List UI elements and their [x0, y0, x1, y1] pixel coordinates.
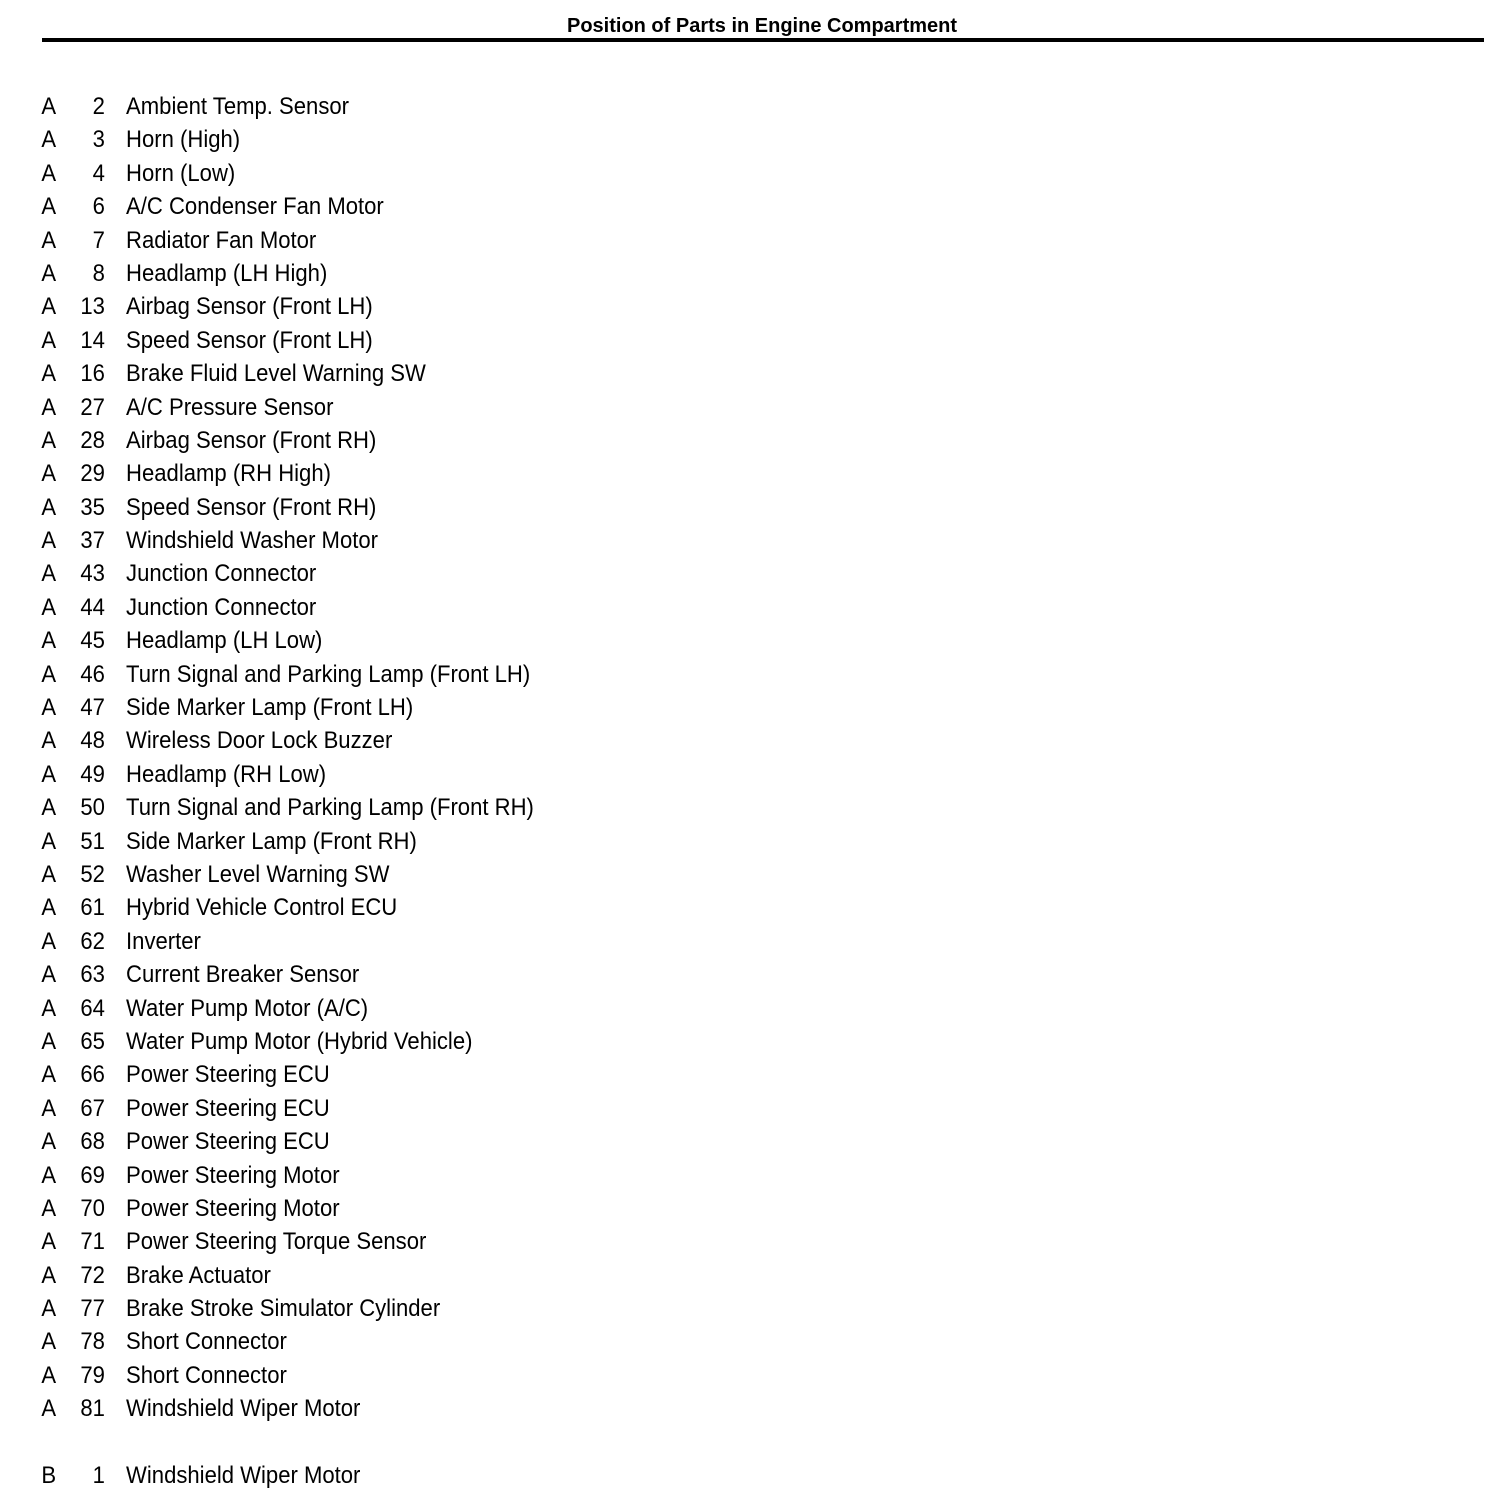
parts-row	[0, 1092, 644, 1125]
parts-row	[0, 758, 644, 791]
connector-group-letter: A	[41, 1194, 57, 1222]
connector-number: 2	[92, 93, 105, 120]
part-name: Water Pump Motor (Hybrid Vehicle)	[126, 1027, 473, 1055]
connector-number: 63	[80, 961, 105, 989]
connector-group-letter: A	[41, 527, 57, 555]
connector-group-letter: A	[41, 961, 57, 989]
connector-number: 47	[80, 694, 105, 722]
connector-group-letter: A	[41, 694, 57, 722]
parts-row	[0, 958, 644, 991]
part-name: Turn Signal and Parking Lamp (Front LH)	[126, 660, 531, 688]
part-name: Turn Signal and Parking Lamp (Front RH)	[126, 794, 534, 822]
connector-number: 69	[80, 1161, 105, 1189]
parts-row	[0, 691, 644, 724]
connector-group-letter: A	[41, 660, 57, 688]
connector-group-letter: A	[41, 1261, 57, 1289]
parts-row	[0, 925, 644, 958]
parts-row	[0, 1292, 644, 1325]
part-name: Side Marker Lamp (Front RH)	[126, 827, 417, 855]
part-name: Water Pump Motor (A/C)	[126, 994, 369, 1022]
parts-row	[0, 1392, 644, 1425]
connector-group-letter: A	[41, 460, 57, 488]
connector-group-letter: A	[41, 193, 57, 221]
parts-row	[0, 557, 644, 590]
connector-group-letter: A	[41, 927, 57, 955]
connector-number: 65	[80, 1027, 105, 1055]
connector-group-letter: B	[41, 1462, 57, 1490]
parts-row	[0, 324, 644, 357]
part-name: Junction Connector	[126, 593, 317, 621]
part-name: Current Breaker Sensor	[126, 961, 360, 989]
connector-group-letter: A	[41, 259, 57, 287]
parts-row	[0, 1225, 644, 1258]
connector-group-letter: A	[41, 1228, 57, 1256]
parts-row	[0, 658, 644, 691]
connector-number: 27	[80, 393, 105, 421]
connector-number: 1	[92, 1462, 105, 1490]
part-name: A/C Condenser Fan Motor	[126, 193, 384, 221]
part-name: Windshield Washer Motor	[126, 527, 379, 555]
parts-row	[0, 1159, 644, 1192]
connector-number: 77	[80, 1295, 105, 1323]
title-divider	[42, 38, 1484, 42]
connector-group-letter: A	[41, 126, 57, 154]
connector-group-letter: A	[41, 1128, 57, 1156]
part-name: Side Marker Lamp (Front LH)	[126, 694, 414, 722]
connector-group-letter: A	[41, 593, 57, 621]
part-name: Power Steering Motor	[126, 1194, 340, 1222]
parts-row	[0, 424, 644, 457]
connector-number: 62	[80, 927, 105, 955]
connector-group-letter: A	[41, 1094, 57, 1122]
parts-row	[0, 891, 644, 924]
part-name: Power Steering Torque Sensor	[126, 1228, 427, 1256]
part-name: Radiator Fan Motor	[126, 226, 317, 254]
connector-group-letter: A	[41, 794, 57, 822]
connector-number: 49	[80, 760, 105, 788]
parts-row	[0, 624, 644, 657]
connector-number: 43	[80, 560, 105, 588]
connector-number: 61	[80, 894, 105, 922]
connector-number: 37	[80, 527, 105, 555]
parts-row	[0, 1459, 644, 1492]
part-name: Windshield Wiper Motor	[126, 1462, 361, 1490]
part-name: Speed Sensor (Front RH)	[126, 493, 377, 521]
part-name: Inverter	[126, 927, 201, 955]
connector-group-letter: A	[41, 93, 57, 120]
connector-number: 71	[80, 1228, 105, 1256]
connector-number: 79	[80, 1361, 105, 1389]
connector-number: 50	[80, 794, 105, 822]
group-separator	[0, 1426, 700, 1459]
part-name: Horn (High)	[126, 126, 241, 154]
connector-group-letter: A	[41, 326, 57, 354]
parts-row	[0, 825, 644, 858]
parts-row	[0, 290, 644, 323]
connector-number: 4	[92, 159, 105, 187]
connector-number: 66	[80, 1061, 105, 1089]
connector-group-letter: A	[41, 727, 57, 755]
part-name: Wireless Door Lock Buzzer	[126, 727, 393, 755]
part-name: Hybrid Vehicle Control ECU	[126, 894, 398, 922]
parts-row	[0, 157, 644, 190]
part-name: Brake Stroke Simulator Cylinder	[126, 1295, 441, 1323]
connector-number: 29	[80, 460, 105, 488]
connector-group-letter: A	[41, 1361, 57, 1389]
part-name: Power Steering ECU	[126, 1128, 330, 1156]
connector-number: 72	[80, 1261, 105, 1289]
connector-group-letter: A	[41, 1061, 57, 1089]
parts-row	[0, 491, 644, 524]
part-name: Headlamp (LH High)	[126, 259, 328, 287]
parts-row	[0, 1325, 644, 1358]
connector-group-letter: A	[41, 393, 57, 421]
part-name: Short Connector	[126, 1361, 287, 1389]
parts-row	[0, 524, 644, 557]
connector-number: 16	[80, 360, 105, 388]
part-name: Washer Level Warning SW	[126, 860, 390, 888]
part-name: A/C Pressure Sensor	[126, 393, 334, 421]
parts-row	[0, 90, 644, 123]
parts-row	[0, 1359, 644, 1392]
part-name: Power Steering ECU	[126, 1061, 330, 1089]
part-name: Junction Connector	[126, 560, 317, 588]
part-name: Airbag Sensor (Front RH)	[126, 426, 377, 454]
part-name: Horn (Low)	[126, 159, 236, 187]
connector-group-letter: A	[41, 1027, 57, 1055]
part-name: Short Connector	[126, 1328, 287, 1356]
parts-row	[0, 1259, 644, 1292]
part-name: Brake Fluid Level Warning SW	[126, 360, 426, 388]
parts-row	[0, 123, 644, 156]
parts-row	[0, 224, 644, 257]
parts-list	[0, 90, 700, 1492]
parts-row	[0, 257, 644, 290]
connector-group-letter: A	[41, 860, 57, 888]
part-name: Airbag Sensor (Front LH)	[126, 293, 373, 321]
connector-group-letter: A	[41, 426, 57, 454]
parts-row	[0, 1192, 644, 1225]
connector-group-letter: A	[41, 560, 57, 588]
connector-number: 44	[80, 593, 105, 621]
part-name: Brake Actuator	[126, 1261, 271, 1289]
parts-row	[0, 1125, 644, 1158]
connector-group-letter: A	[41, 827, 57, 855]
part-name: Headlamp (LH Low)	[126, 627, 323, 655]
connector-number: 70	[80, 1194, 105, 1222]
parts-row	[0, 858, 644, 891]
connector-number: 35	[80, 493, 105, 521]
connector-group-letter: A	[41, 159, 57, 187]
connector-number: 78	[80, 1328, 105, 1356]
connector-number: 45	[80, 627, 105, 655]
parts-row	[0, 391, 644, 424]
connector-group-letter: A	[41, 1295, 57, 1323]
connector-number: 6	[92, 193, 105, 221]
connector-number: 48	[80, 727, 105, 755]
parts-row	[0, 1058, 644, 1091]
connector-number: 52	[80, 860, 105, 888]
connector-number: 67	[80, 1094, 105, 1122]
parts-row	[0, 1025, 644, 1058]
page-title: Position of Parts in Engine Compartment	[566, 15, 958, 37]
parts-row	[0, 724, 644, 757]
connector-group-letter: A	[41, 1161, 57, 1189]
part-name: Ambient Temp. Sensor	[126, 93, 349, 120]
connector-number: 64	[80, 994, 105, 1022]
connector-number: 51	[80, 827, 105, 855]
connector-group-letter: A	[41, 293, 57, 321]
connector-group-letter: A	[41, 894, 57, 922]
connector-number: 7	[92, 226, 105, 254]
connector-group-letter: A	[41, 226, 57, 254]
connector-number: 46	[80, 660, 105, 688]
part-name: Power Steering Motor	[126, 1161, 340, 1189]
connector-group-letter: A	[41, 1328, 57, 1356]
parts-row	[0, 992, 644, 1025]
parts-row	[0, 791, 644, 824]
parts-row	[0, 457, 644, 490]
connector-number: 13	[80, 293, 105, 321]
part-name: Headlamp (RH High)	[126, 460, 331, 488]
connector-group-letter: A	[41, 1395, 57, 1423]
connector-group-letter: A	[41, 627, 57, 655]
connector-number: 14	[80, 326, 105, 354]
connector-number: 68	[80, 1128, 105, 1156]
part-name: Power Steering ECU	[126, 1094, 330, 1122]
parts-row	[0, 591, 644, 624]
connector-number: 3	[92, 126, 105, 154]
parts-row	[0, 357, 644, 390]
part-name: Windshield Wiper Motor	[126, 1395, 361, 1423]
connector-number: 81	[80, 1395, 105, 1423]
connector-group-letter: A	[41, 760, 57, 788]
connector-group-letter: A	[41, 493, 57, 521]
part-name: Headlamp (RH Low)	[126, 760, 327, 788]
connector-group-letter: A	[41, 994, 57, 1022]
part-name: Speed Sensor (Front LH)	[126, 326, 373, 354]
parts-row	[0, 190, 644, 223]
connector-group-letter: A	[41, 360, 57, 388]
connector-number: 8	[92, 259, 105, 287]
connector-number: 28	[80, 426, 105, 454]
